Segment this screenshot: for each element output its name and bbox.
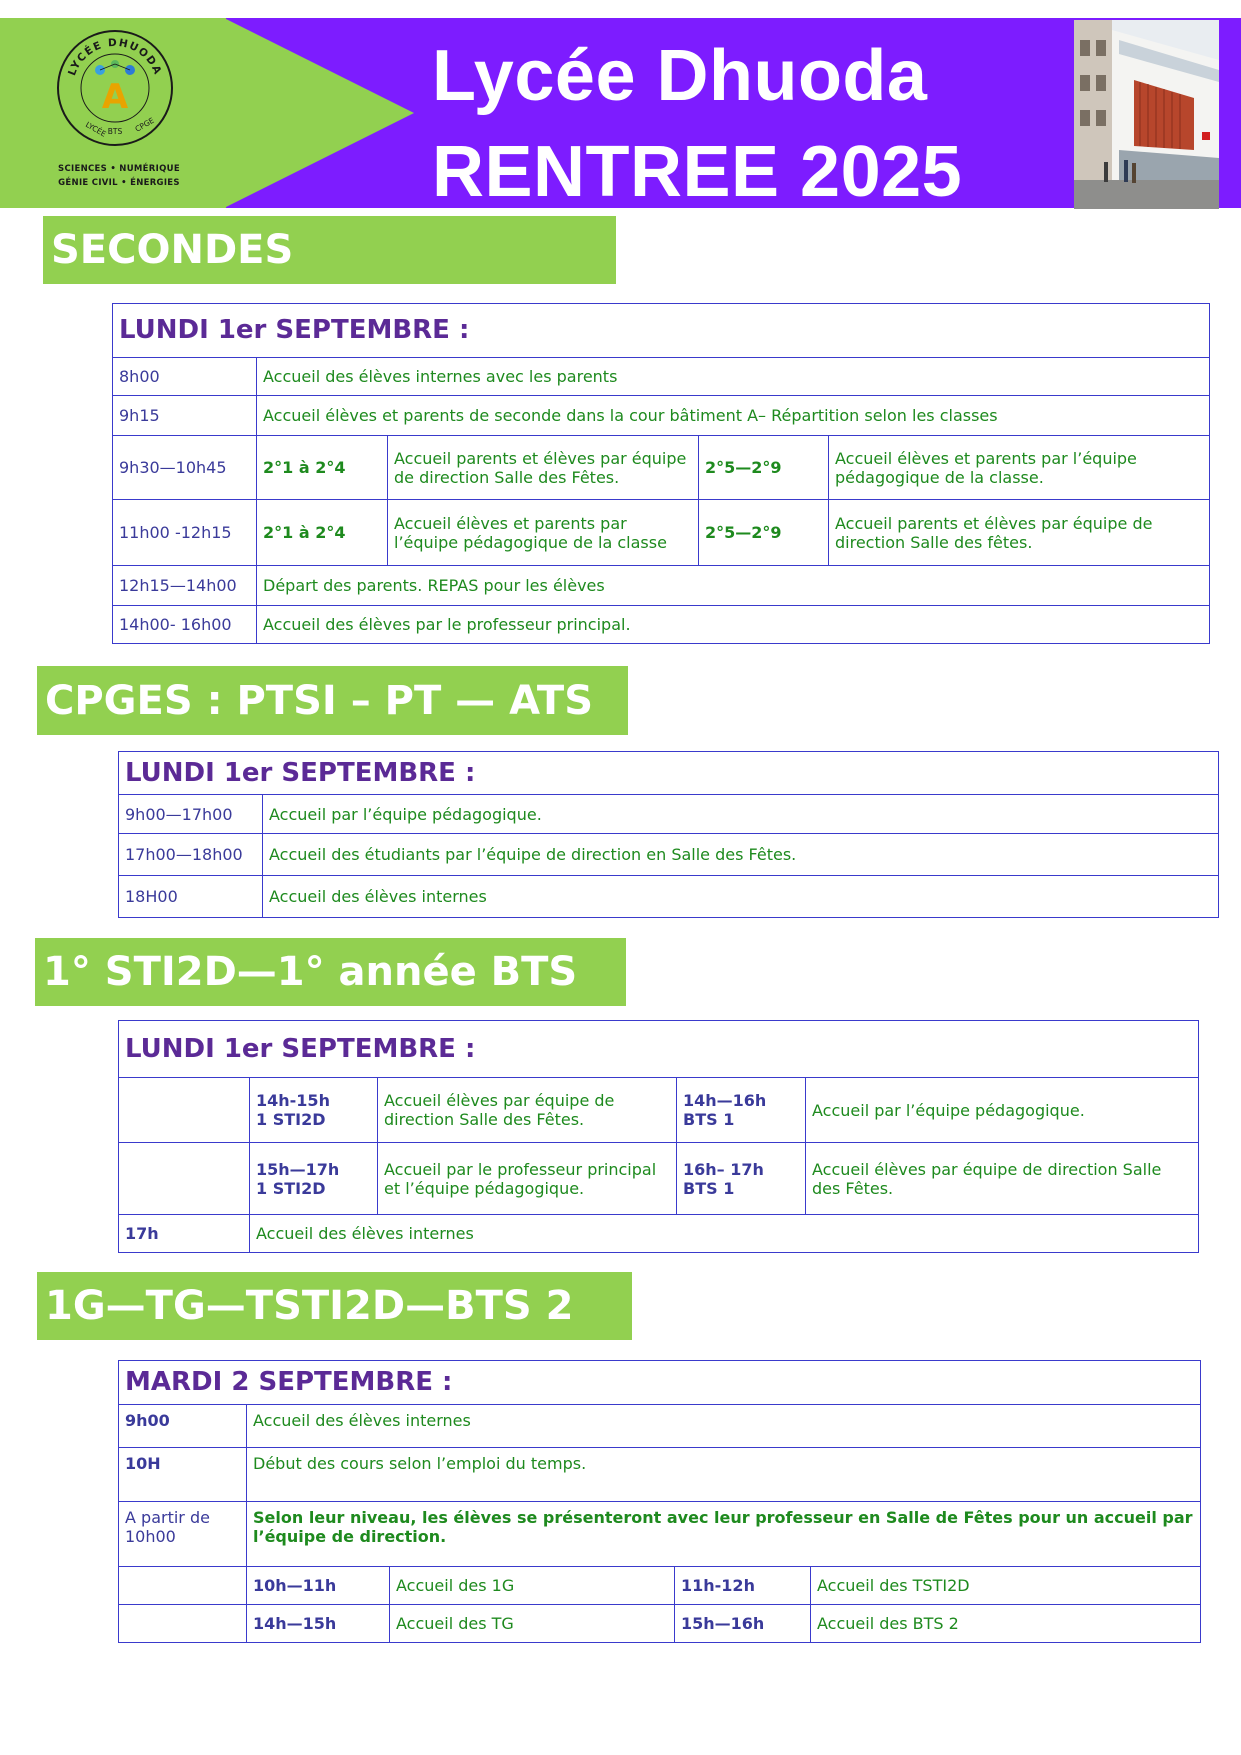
- school-name-title: Lycée Dhuoda: [432, 36, 928, 116]
- day-heading: MARDI 2 SEPTEMBRE :: [119, 1361, 1201, 1405]
- section-heading-terminales: [37, 1272, 632, 1340]
- time-cell: 10h—11h: [247, 1567, 390, 1605]
- time-cell: 9h00—17h00: [119, 795, 263, 834]
- section-heading-secondes: [43, 216, 616, 284]
- activity-cell: Accueil élèves et parents par l’équipe pédagogique de la classe: [388, 500, 699, 566]
- class-group-cell: 2°5—2°9: [699, 436, 829, 500]
- event-title: RENTREE 2025: [432, 132, 963, 212]
- school-building-photo: [1074, 20, 1219, 209]
- logo-tagline-2: GÉNIE CIVIL • ÉNERGIES: [58, 178, 180, 188]
- class-group-cell: 2°5—2°9: [699, 500, 829, 566]
- table-row: [113, 566, 1210, 606]
- time-cell: 9h15: [113, 396, 257, 436]
- activity-cell: Accueil des élèves internes avec les parents: [257, 358, 1210, 396]
- table-row: [113, 606, 1210, 644]
- activity-cell: Accueil des 1G: [390, 1567, 675, 1605]
- empty-cell: [119, 1605, 247, 1643]
- class-label: 1 STI2D: [256, 1110, 326, 1129]
- table-day-row: [113, 304, 1210, 358]
- table-row: [113, 396, 1210, 436]
- table-row: [113, 436, 1210, 500]
- time-cell: 9h30—10h45: [113, 436, 257, 500]
- empty-cell: [119, 1143, 250, 1215]
- time-cell: A partir de 10h00: [119, 1502, 247, 1567]
- time-cell: 9h00: [119, 1405, 247, 1448]
- day-heading: LUNDI 1er SEPTEMBRE :: [113, 304, 1210, 358]
- logo-emblem-icon: [55, 28, 175, 158]
- table-day-row: [119, 752, 1219, 795]
- school-logo: [55, 28, 180, 198]
- time-cell: 12h15—14h00: [113, 566, 257, 606]
- time-class-cell: [677, 1078, 806, 1143]
- table-day-row: [119, 1021, 1199, 1078]
- table-row: [119, 1215, 1199, 1253]
- activity-cell: Accueil élèves et parents de seconde dans la cour bâtiment A– Répartition selon les classes: [257, 396, 1210, 436]
- empty-cell: [119, 1567, 247, 1605]
- table-row: [119, 1078, 1199, 1143]
- activity-cell: Accueil des étudiants par l’équipe de direction en Salle des Fêtes.: [263, 834, 1219, 876]
- table-row: [113, 358, 1210, 396]
- table-row: [119, 834, 1219, 876]
- time-class-cell: [250, 1078, 378, 1143]
- table-row: [119, 795, 1219, 834]
- table-row: [113, 500, 1210, 566]
- schedule-table-cpges: [118, 751, 1219, 918]
- table-day-row: [119, 1361, 1201, 1405]
- logo-tagline-1: SCIENCES • NUMÉRIQUE: [58, 164, 180, 174]
- section-title-cpges: CPGES : PTSI – PT — ATS: [45, 677, 594, 724]
- class-group-cell: 2°1 à 2°4: [257, 436, 388, 500]
- banner-green-arrow: [224, 18, 414, 208]
- table-row: [119, 1502, 1201, 1567]
- logo-label-cpge: CPGE: [133, 115, 156, 134]
- time-class-cell: [250, 1143, 378, 1215]
- activity-cell: Accueil des élèves internes: [247, 1405, 1201, 1448]
- activity-cell: Accueil parents et élèves par équipe de direction Salle des fêtes.: [829, 500, 1210, 566]
- activity-cell: Accueil des élèves internes: [263, 876, 1219, 918]
- activity-cell: Accueil par l’équipe pédagogique.: [263, 795, 1219, 834]
- table-row: [119, 1405, 1201, 1448]
- time-cell: 15h—16h: [675, 1605, 811, 1643]
- time-cell: 8h00: [113, 358, 257, 396]
- section-heading-cpges: [37, 666, 628, 735]
- activity-cell: Accueil par l’équipe pédagogique.: [806, 1078, 1199, 1143]
- time-cell: 17h00—18h00: [119, 834, 263, 876]
- section-title-sti2d-bts: 1° STI2D—1° année BTS: [43, 949, 578, 995]
- logo-letter: A: [101, 77, 129, 117]
- empty-cell: [119, 1078, 250, 1143]
- time-label: 15h—17h: [256, 1159, 340, 1179]
- header-banner: [0, 18, 1241, 212]
- time-cell: 14h—15h: [247, 1605, 390, 1643]
- logo-label-bts: BTS: [107, 127, 123, 136]
- time-cell: 11h-12h: [675, 1567, 811, 1605]
- time-label: 14h-15h: [256, 1091, 330, 1110]
- activity-cell: Début des cours selon l’emploi du temps.: [247, 1448, 1201, 1502]
- section-title-terminales: 1G—TG—TSTI2D—BTS 2: [45, 1283, 574, 1329]
- activity-cell: Départ des parents. REPAS pour les élèves: [257, 566, 1210, 606]
- activity-cell: Accueil des élèves par le professeur principal.: [257, 606, 1210, 644]
- activity-cell: Accueil des TG: [390, 1605, 675, 1643]
- table-row: [119, 1448, 1201, 1502]
- class-label: BTS 1: [683, 1110, 735, 1129]
- table-row: [119, 1567, 1201, 1605]
- time-cell: 14h00- 16h00: [113, 606, 257, 644]
- activity-cell: Accueil élèves par équipe de direction Salle des Fêtes.: [806, 1143, 1199, 1215]
- time-label: 16h– 17h: [683, 1159, 764, 1179]
- section-title-secondes: SECONDES: [51, 227, 294, 273]
- time-cell: 10H: [119, 1448, 247, 1502]
- activity-cell: Accueil des BTS 2: [811, 1605, 1201, 1643]
- table-row: [119, 1143, 1199, 1215]
- logo-label-lycee: LYCÉE: [84, 119, 108, 139]
- activity-cell: Selon leur niveau, les élèves se présenteront avec leur professeur en Salle de Fêtes pour un accueil par l’équipe de direction.: [247, 1502, 1201, 1567]
- day-heading: LUNDI 1er SEPTEMBRE :: [119, 1021, 1199, 1078]
- table-row: [119, 1605, 1201, 1643]
- logo-ring-text: LYCÉE DHUODA: [66, 36, 164, 78]
- activity-cell: Accueil parents et élèves par équipe de direction Salle des Fêtes.: [388, 436, 699, 500]
- activity-cell: Accueil élèves et parents par l’équipe pédagogique de la classe.: [829, 436, 1210, 500]
- section-heading-sti2d-bts: [35, 938, 626, 1006]
- schedule-table-sti2d-bts: [118, 1020, 1199, 1253]
- activity-cell: Accueil élèves par équipe de direction Salle des Fêtes.: [378, 1078, 677, 1143]
- activity-cell: Accueil par le professeur principal et l’équipe pédagogique.: [378, 1143, 677, 1215]
- time-cell: 11h00 -12h15: [113, 500, 257, 566]
- table-row: [119, 876, 1219, 918]
- activity-cell: Accueil des TSTI2D: [811, 1567, 1201, 1605]
- time-label: 14h—16h: [683, 1091, 767, 1110]
- time-class-cell: [677, 1143, 806, 1215]
- day-heading: LUNDI 1er SEPTEMBRE :: [119, 752, 1219, 795]
- class-group-cell: 2°1 à 2°4: [257, 500, 388, 566]
- schedule-table-secondes: [112, 303, 1210, 644]
- activity-cell: Accueil des élèves internes: [250, 1215, 1199, 1253]
- class-label: BTS 1: [683, 1178, 735, 1198]
- schedule-table-terminales: [118, 1360, 1201, 1643]
- time-cell: 18H00: [119, 876, 263, 918]
- class-label: 1 STI2D: [256, 1178, 326, 1198]
- time-cell: 17h: [119, 1215, 250, 1253]
